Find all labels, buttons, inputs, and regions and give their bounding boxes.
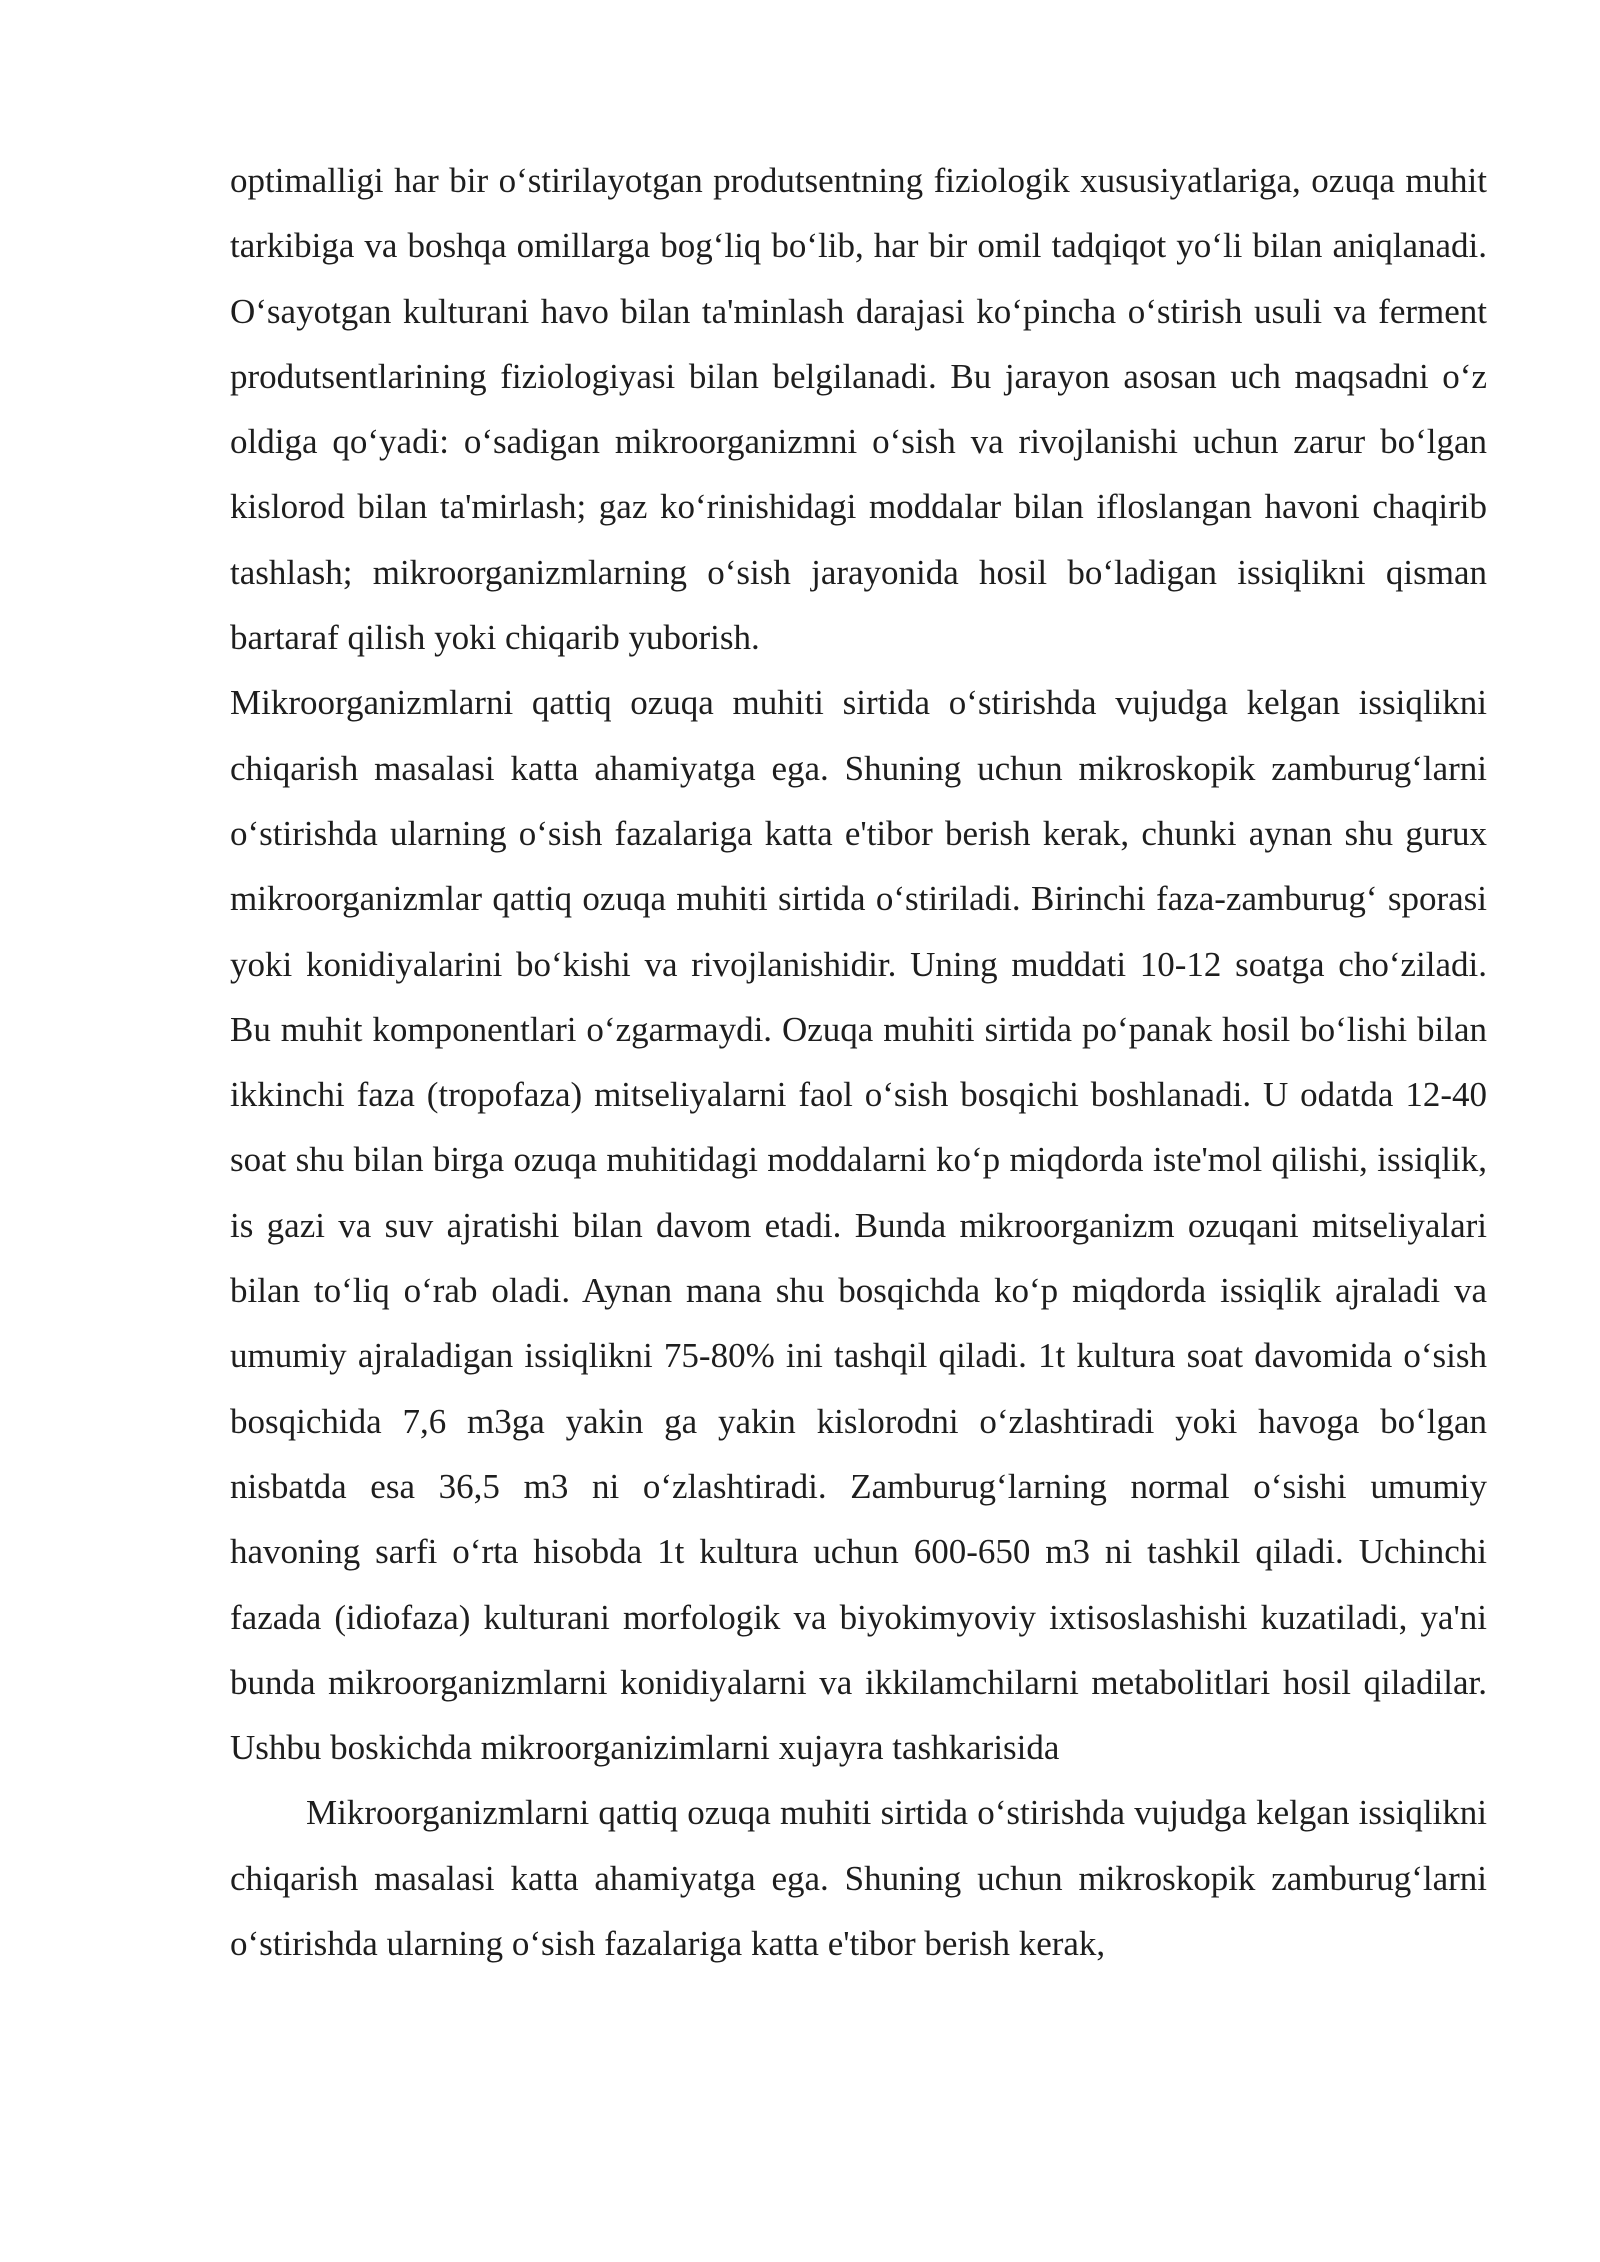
paragraph-2: Mikroorganizmlarni qattiq ozuqa muhiti sirtida o‘stirishda vujudga kelgan issiqlikni chiqarish masalasi katta ahamiyatga ega. Shuning uchun mikroskopik zamburug‘larni o‘stirishda ularning o‘sish fazalariga katta e'tibor berish kerak, chunki aynan shu gurux mikroorganizmlar qattiq ozuqa muhiti sirtida o‘stiriladi. Birinchi faza-zamburug‘ sporasi yoki konidiyalarini bo‘kishi va rivojlanishidir. Uning muddati 10-12 soatga cho‘ziladi. Bu muhit komponentlari o‘zgarmaydi. Ozuqa muhiti sirtida po‘panak hosil bo‘lishi bilan ikkinchi faza (tropofaza) mitseliyalarni faol o‘sish bosqichi boshlanadi. U odatda 12-40 soat shu bilan birga ozuqa muhitidagi moddalarni ko‘p miqdorda iste'mol qilishi, issiqlik, is gazi va suv ajratishi bilan davom etadi. Bunda mikroorganizm ozuqani mitseliyalari bilan to‘liq o‘rab oladi. Aynan mana shu bosqichda ko‘p miqdorda issiqlik ajraladi va umumiy ajraladigan issiqlikni 75-80% ini tashqil qiladi. 1t kultura soat davomida o‘sish bosqichida 7,6 m3ga yakin ga yakin kislorodni o‘zlashtiradi yoki havoga bo‘lgan nisbatda esa 36,5 m3 ni o‘zlashtiradi. Zamburug‘larning normal o‘sishi umumiy havoning sarfi o‘rta hisobda 1t kultura uchun 600-650 m3 ni tashkil qiladi. Uchinchi fazada (idiofaza) kulturani morfologik va biyokimyoviy ixtisoslashishi kuzatiladi, ya'ni bunda mikroorganizmlarni konidiyalarni va ikkilamchilarni metabolitlari hosil qiladilar. Ushbu boskichda mikroorganizimlarni xujayra tashkarisida bbox=[230, 683, 1487, 1768]
document-page bbox=[230, 148, 1487, 1976]
paragraph-3: Mikroorganizmlarni qattiq ozuqa muhiti sirtida o‘stirishda vujudga kelgan issiqlikni chiqarish masalasi katta ahamiyatga ega. Shuning uchun mikroskopik zamburug‘larni o‘stirishda ularning o‘sish fazalariga katta e'tibor berish kerak, bbox=[230, 1793, 1487, 1964]
paragraph-1: optimalligi har bir o‘stirilayotgan produtsentning fiziologik xususiyatlariga, ozuqa muhit tarkibiga va boshqa omillarga bog‘liq bo‘lib, har bir omil tadqiqot yo‘li bilan aniqlanadi. O‘sayotgan kulturani havo bilan ta'minlash darajasi ko‘pincha o‘stirish usuli va ferment produtsentlarining fiziologiyasi bilan belgilanadi. Bu jarayon asosan uch maqsadni o‘z oldiga qo‘yadi: o‘sadigan mikroorganizmni o‘sish va rivojlanishi uchun zarur bo‘lgan kislorod bilan ta'mirlash; gaz ko‘rinishidagi moddalar bilan ifloslangan havoni chaqirib tashlash; mikroorganizmlarning o‘sish jarayonida hosil bo‘ladigan issiqlikni qisman bartaraf qilish yoki chiqarib yuborish. bbox=[230, 161, 1487, 658]
